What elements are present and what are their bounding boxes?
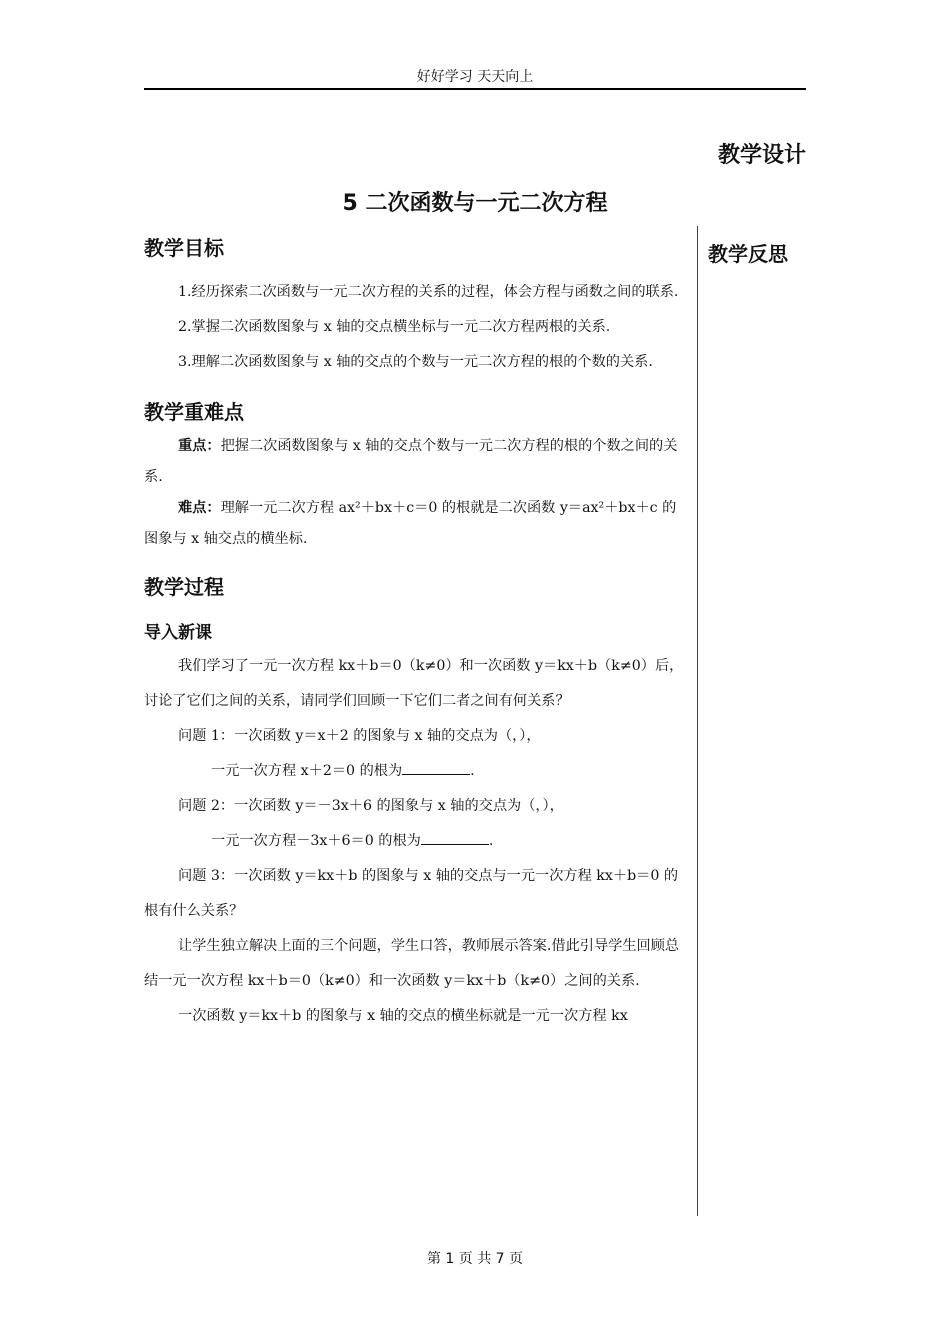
process-paragraph: 让学生独立解决上面的三个问题，学生口答，教师展示答案.借此引导学生回顾总结一元一次方程 kx＋b＝0（k≠0）和一次函数 y＝kx＋b（k≠0）之间的关系. xyxy=(144,938,680,989)
main-column xyxy=(144,232,689,1034)
question-3: 问题 3：一次函数 y＝kx＋b 的图象与 x 轴的交点与一元一次方程 kx＋b＝0 的根有什么关系？ xyxy=(144,868,679,919)
key-point xyxy=(144,431,689,493)
intro-heading: 导入新课 xyxy=(144,623,212,643)
difficulty-text: 理解一元二次方程 ax²＋bx＋c＝0 的根就是二次函数 y＝ax²＋bx＋c 的图象与 x 轴交点的横坐标. xyxy=(144,500,677,547)
intro-paragraph: 我们学习了一元一次方程 kx＋b＝0（k≠0）和一次函数 y＝kx＋b（k≠0）后，讨论了它们之间的关系，请同学们回顾一下它们二者之间有何关系？ xyxy=(144,658,684,709)
objective-item: 2.掌握二次函数图象与 x 轴的交点横坐标与一元二次方程两根的关系. xyxy=(178,319,611,335)
question-2: 问题 2：一次函数 y＝－3x＋6 的图象与 x 轴的交点为（，）， xyxy=(178,798,564,814)
header-rule xyxy=(144,88,806,90)
key-text: 把握二次函数图象与 x 轴的交点个数与一元二次方程的根的个数之间的关系. xyxy=(144,438,678,485)
reflection-column-title: 教学反思 xyxy=(708,242,788,266)
objective-item: 1.经历探索二次函数与一元二次方程的关系的过程，体会方程与函数之间的联系. xyxy=(178,284,679,300)
doc-type-label: 教学设计 xyxy=(717,143,806,168)
question-2-equation: 一元一次方程－3x＋6＝0 的根为 . xyxy=(144,824,689,859)
column-divider xyxy=(697,226,698,1216)
question-1-equation: 一元一次方程 x＋2＝0 的根为 . xyxy=(144,754,689,789)
objectives-heading: 教学目标 xyxy=(144,236,224,260)
process-paragraph: 一次函数 y＝kx＋b 的图象与 x 轴的交点的横坐标就是一元一次方程 kx xyxy=(178,1008,628,1024)
objective-item: 3.理解二次函数图象与 x 轴的交点的个数与一元二次方程的根的个数的关系. xyxy=(178,354,653,370)
key-points-heading: 教学重难点 xyxy=(144,400,244,424)
answer-blank xyxy=(402,760,470,775)
page-header: 好好学习 天天向上 xyxy=(416,69,534,85)
page-footer: 第 1 页 共 7 页 xyxy=(426,1251,524,1267)
answer-blank xyxy=(421,830,489,845)
key-label: 重点： xyxy=(178,438,221,454)
question-1: 问题 1：一次函数 y＝x＋2 的图象与 x 轴的交点为（，）， xyxy=(178,728,541,744)
lesson-title: 5 二次函数与一元二次方程 xyxy=(342,191,608,216)
difficulty-label: 难点： xyxy=(178,500,221,516)
process-heading: 教学过程 xyxy=(144,575,224,599)
difficulty-point xyxy=(144,493,689,555)
